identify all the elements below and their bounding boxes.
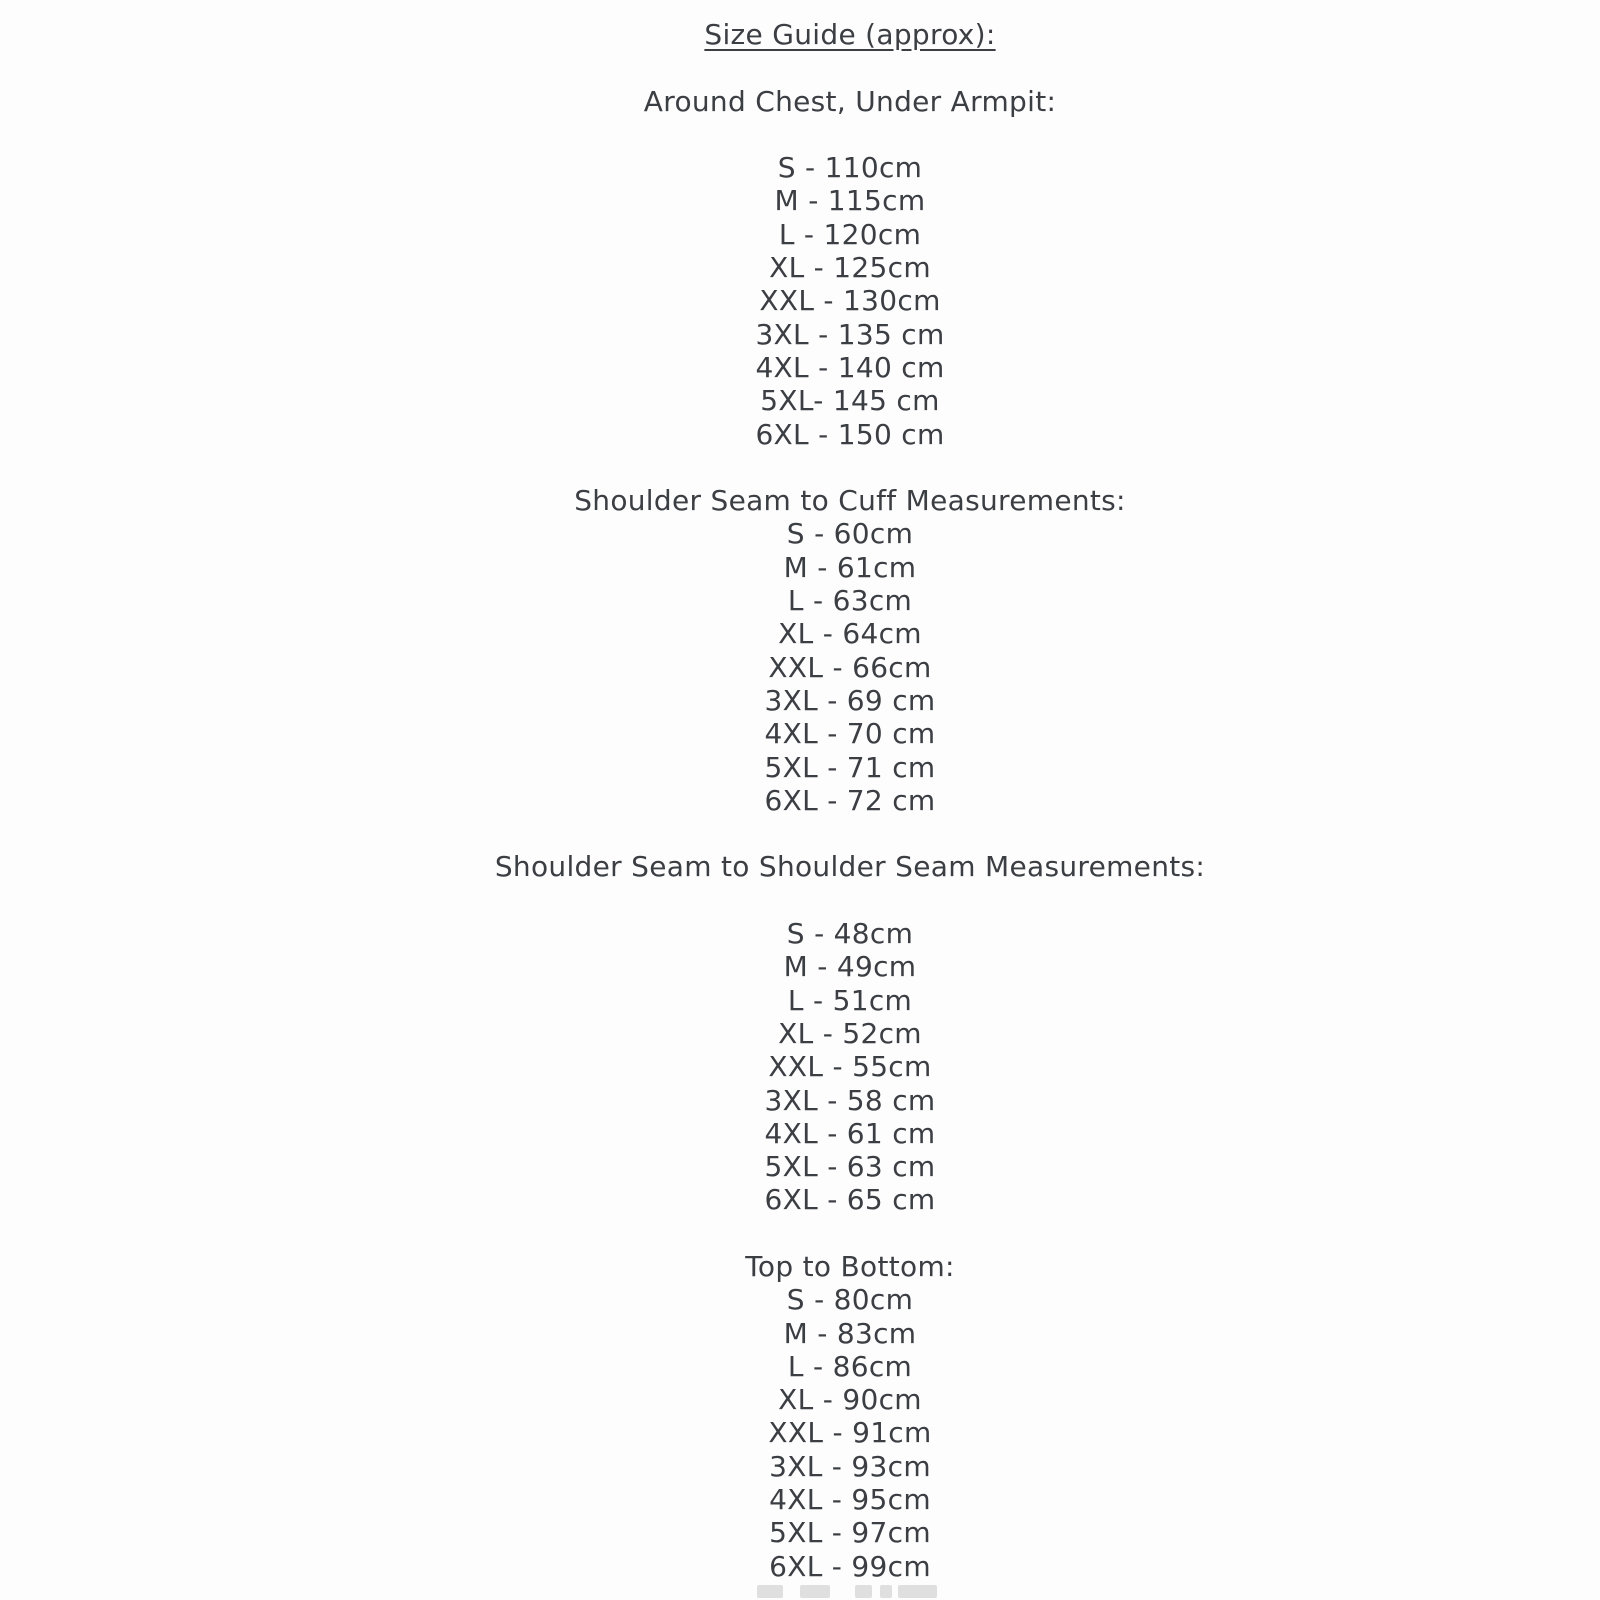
cutoff-glyph-top: [800, 1585, 830, 1598]
size-line: 4XL - 95cm: [769, 1483, 931, 1517]
size-line: XXL - 91cm: [768, 1416, 932, 1450]
cutoff-glyph-top: [757, 1585, 783, 1598]
size-line: 5XL - 71 cm: [764, 750, 936, 784]
size-line: 4XL - 61 cm: [764, 1116, 936, 1150]
size-line: XXL - 66cm: [768, 650, 932, 684]
size-line: XL - 125cm: [769, 251, 931, 285]
size-line: L - 120cm: [778, 217, 922, 251]
spacer-line: [0, 1217, 1600, 1250]
size-line: S - 110cm: [777, 151, 923, 185]
cutoff-next-line-fragment: [757, 1585, 937, 1600]
size-line: 3XL - 135 cm: [755, 317, 945, 351]
spacer-line: [0, 884, 1600, 917]
cutoff-glyph-top: [880, 1585, 892, 1598]
size-line: 3XL - 69 cm: [764, 683, 936, 717]
size-line: S - 48cm: [786, 917, 914, 951]
size-line: 3XL - 58 cm: [764, 1083, 936, 1117]
size-line: 5XL- 145 cm: [760, 384, 940, 418]
size-line: 4XL - 140 cm: [755, 350, 945, 384]
size-line: XXL - 55cm: [768, 1050, 932, 1084]
size-line: S - 80cm: [786, 1283, 914, 1317]
size-line: M - 115cm: [774, 184, 926, 218]
size-line: L - 51cm: [787, 983, 913, 1017]
section-heading: Top to Bottom:: [745, 1249, 955, 1283]
spacer-line: [0, 118, 1600, 151]
size-guide-title: Size Guide (approx):: [704, 18, 996, 51]
size-guide-sections: [0, 85, 1600, 1583]
size-line: M - 49cm: [783, 950, 917, 984]
section-heading: Shoulder Seam to Cuff Measurements:: [574, 484, 1126, 518]
size-line: 6XL - 150 cm: [755, 417, 945, 451]
size-line: L - 63cm: [787, 584, 913, 618]
spacer-line: [0, 51, 1600, 84]
size-line: XXL - 130cm: [759, 284, 941, 318]
size-line: 6XL - 72 cm: [764, 783, 936, 817]
cutoff-glyph-top: [855, 1585, 872, 1598]
size-line: 4XL - 70 cm: [764, 717, 936, 751]
size-line: 5XL - 63 cm: [764, 1150, 936, 1184]
size-line: 6XL - 65 cm: [764, 1183, 936, 1217]
spacer-line: [0, 451, 1600, 484]
cutoff-glyph-top: [898, 1585, 937, 1598]
section-heading: Shoulder Seam to Shoulder Seam Measurements:: [494, 850, 1206, 884]
size-line: XL - 90cm: [778, 1383, 922, 1417]
size-line: M - 83cm: [783, 1316, 917, 1350]
section-heading: Around Chest, Under Armpit:: [643, 84, 1057, 118]
spacer-line: [0, 817, 1600, 850]
size-line: L - 86cm: [787, 1349, 913, 1383]
size-line: 5XL - 97cm: [769, 1516, 931, 1550]
size-line: 3XL - 93cm: [769, 1449, 931, 1483]
size-line: XL - 52cm: [778, 1016, 922, 1050]
size-line: XL - 64cm: [778, 617, 922, 651]
size-line: M - 61cm: [783, 550, 917, 584]
size-line: S - 60cm: [786, 517, 914, 551]
size-line: 6XL - 99cm: [769, 1549, 931, 1583]
